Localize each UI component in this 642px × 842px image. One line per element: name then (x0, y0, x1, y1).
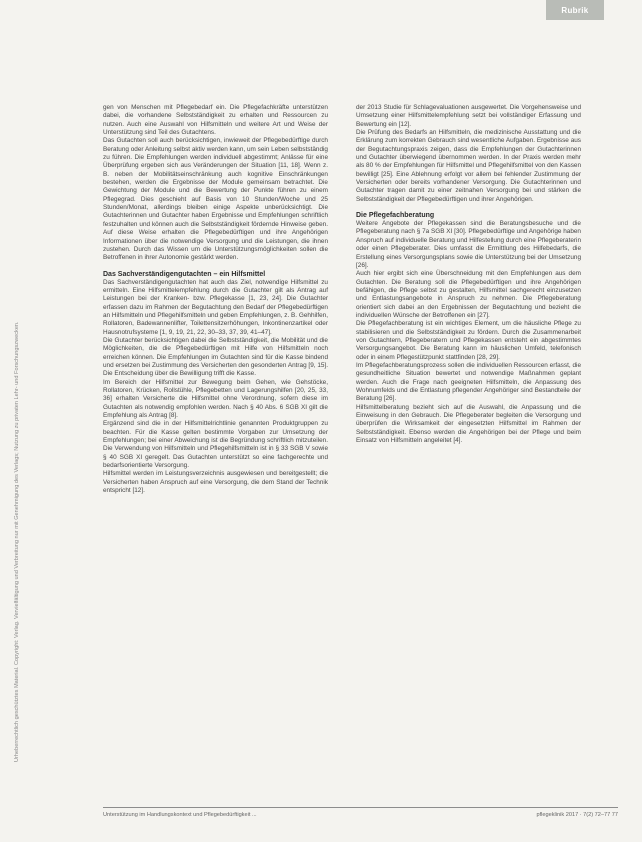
copyright-side-note: Urheberrechtlich geschütztes Material. Copyright: Verlag. Vervielfältigung und Verbreitung nur mit Genehmigung des Verlags; Nutzung zu privaten Lehr- und Forschungszwecken. (14, 321, 20, 762)
paragraph: gen von Menschen mit Pflegebedarf ein. Die Pflegefachkräfte unterstützen dabei, die vorhandene Selbstständigkeit zu erhalten und Ressourcen zu nutzen. Auch eine Auswahl von Hilfsmitteln und weitere Art und Weise der Unterstützung sind Teil des Gutachtens. (103, 104, 328, 137)
paragraph: Hilfsmittel werden im Leistungsverzeichnis ausgewiesen und bereitgestellt; die Versicherten haben Anspruch auf eine Versorgung, die dem Stand der Technik entspricht [12]. (103, 470, 328, 495)
paragraph: Auch hier ergibt sich eine Überschneidung mit den Empfehlungen aus dem Gutachten. Die Beratung soll die Pflegebedürftigen und ihre Angehörigen befähigen, die Pflege selbst zu gestalten, Hilfsmittel sachgerecht einzusetzen und Entlastungsangebote in Anspruch zu nehmen. Die Pflegeberatung orientiert sich dabei an den Ergebnissen der Begutachtung und bezieht die individuellen Wünsche der Betroffenen ein [27]. (356, 270, 581, 319)
paragraph: Im Bereich der Hilfsmittel zur Bewegung beim Gehen, wie Gehstöcke, Rollatoren, Krücken, Rollstühle, Pflegebetten und Lagerungshilfen [20, 25, 33, 36] erhalten Versicherte die Hilfsmittel ohne Verordnung, sofern diese im Gutachten als notwendig empfohlen werden. Nach § 40 Abs. 6 SGB XI gilt die Empfehlung als Antrag [8]. (103, 378, 328, 420)
paragraph: Im Pflegefachberatungsprozess sollen die individuellen Ressourcen erfasst, die gesundheitliche Situation bewertet und notwendige Maßnahmen geplant werden. Auch die Frage nach geeigneten Hilfsmitteln, die Anpassung des Wohnumfelds und die Entlastung pflegender Angehöriger sind Bestandteile der Beratung [26]. (356, 361, 581, 403)
footer-page-info: pflegeklinik 2017 · 7(2) 72–77 77 (536, 812, 618, 818)
footer-running-title: Unterstützung im Handlungskontext und Pflegebedürftigkeit ... (103, 812, 257, 818)
section-tab: Rubrik (546, 0, 604, 20)
section-heading: Das Sachverständigengutachten – ein Hilfsmittel (103, 270, 266, 278)
section-heading: Die Pflegefachberatung (356, 212, 435, 220)
paragraph: Hilfsmittelberatung bezieht sich auf die Auswahl, die Anpassung und die Einweisung in den Gebrauch. Die Pflegeberater begleiten die Versorgung und überprüfen die Wirksamkeit der eingesetzten Hilfsmittel im Rahmen der Selbstständigkeit. Ebenso werden die Angehörigen bei der Pflege und beim Einsatz von Hilfsmitteln angeleitet [4]. (356, 403, 581, 445)
paragraph: Das Gutachten soll auch berücksichtigen, inwieweit der Pflegebedürftige durch Beratung oder Anleitung selbst aktiv werden kann, um sein Leben selbstständig zu führen. Die Empfehlungen werden individuell abgestimmt; Anlässe für eine Überprüfung ergeben sich aus Veränderungen der Situation [11, 18]. Wenn z. B. neben der Mobilitätseinschränkung auch kognitive Einschränkungen bestehen, werden die Ergebnisse der Module gemeinsam betrachtet. Die Gewichtung der Module und die Bewertung der Punkte führen zu einem Pflegegrad. Dies geschieht auf Basis von 10 Stunden/Woche und 25 Stunden/Monat, allerdings bleiben einige Aspekte unberücksichtigt. Die Gutachterinnen und Gutachter haben Ergebnisse und Empfehlungen schriftlich festzuhalten und können auch die Selbstständigkeit fördernde Hinweise geben. Auf diese Weise erhalten die Pflegebedürftigen und ihre Angehörigen Informationen über die notwendige Versorgung und die Leistungen, die ihnen zustehen. Durch das Wissen um die Unterstützungsmöglichkeiten sollen die Betroffenen in ihrer Autonomie gestärkt werden. (103, 137, 328, 262)
paragraph: Die Prüfung des Bedarfs an Hilfsmitteln, die medizinische Ausstattung und die Erklärung zum korrekten Gebrauch sind wesentliche Aufgaben. Ergebnisse aus der Begutachtungspraxis zeigen, dass die Empfehlungen der Gutachterinnen und Gutachter überwiegend übernommen werden. In der Praxis werden mehr als 80 % der Empfehlungen für Hilfsmittel und Pflegehilfsmittel von den Kassen bewilligt [25]. Eine Ablehnung erfolgt vor allem bei fehlender Zustimmung der Versicherten oder bereits vorhandener Versorgung. Die Gutachterinnen und Gutachter tragen damit zu einer zeitnahen Versorgung bei und stärken die Selbstständigkeit der Pflegebedürftigen und ihrer Angehörigen. (356, 129, 581, 203)
paragraph: Das Sachverständigengutachten hat auch das Ziel, notwendige Hilfsmittel zu ermitteln. Eine Hilfsmittelempfehlung durch die Gutachter gilt als Antrag auf Leistungen bei der Kranken- bzw. Pflegekasse [1, 23, 24]. Die Gutachter erfassen dazu im Rahmen der Begutachtung den Bedarf der Pflegebedürftigen an Hilfsmitteln und Pflegehilfsmitteln und geben Empfehlungen, z. B. Gehhilfen, Rollatoren, Badewannenlifter, Toilettensitzerhöhungen, Inkontinenzartikel oder Hausnotrufsysteme [1, 9, 19, 21, 22, 30–33, 37, 39, 41–47]. (103, 278, 328, 336)
paragraph: Die Pflegefachberatung ist ein wichtiges Element, um die häusliche Pflege zu stabilisieren und die Selbstständigkeit zu fördern. Durch die Zusammenarbeit von Gutachtern, Pflegeberatern und Pflegekassen entsteht ein abgestimmtes Versorgungsangebot. Die Beratung kann im häuslichen Umfeld, telefonisch oder in einem Pflegestützpunkt stattfinden [28, 29]. (356, 320, 581, 361)
paragraph: Die Gutachter berücksichtigen dabei die Selbstständigkeit, die Mobilität und die Möglichkeiten, die die Pflegebedürftigen mit Hilfe von Hilfsmitteln noch erreichen können. Die Empfehlungen im Gutachten sind für die Kasse bindend und ersetzen bei Zustimmung des Versicherten den gesonderten Antrag [9, 15]. Die Entscheidung über die Bewilligung trifft die Kasse. (103, 336, 328, 378)
paragraph: Weitere Angebote der Pflegekassen sind die Beratungsbesuche und die Pflegeberatung nach § 7a SGB XI [30]. Pflegebedürftige und Angehörige haben Anspruch auf individuelle Beratung und Hilfestellung durch eine Pflegeberaterin oder einen Pflegeberater. Dies umfasst die Ermittlung des Hilfebedarfs, die Erstellung eines Versorgungsplans sowie die Unterstützung bei der Umsetzung [26]. (356, 220, 581, 269)
left-column (103, 104, 328, 495)
paragraph: Ergänzend sind die in der Hilfsmittelrichtlinie genannten Produktgruppen zu beachten. Für die Kasse gelten bestimmte Vorgaben zur Umsetzung der Empfehlungen; bei einer Abweichung ist die Begründung schriftlich mitzuteilen. Die Verwendung von Hilfsmitteln und Pflegehilfsmitteln ist in § 33 SGB V sowie § 40 SGB XI geregelt. Das Gutachten unterstützt so eine fachgerechte und bedarfsorientierte Versorgung. (103, 420, 328, 470)
paragraph: der 2013 Studie für Schlagevaluationen ausgewertet. Die Vorgehensweise und Umsetzung einer Hilfsmittelempfehlung setzt bei vollständiger Erfassung und Bewertung ein [12]. (356, 104, 581, 128)
footer-divider (103, 807, 618, 808)
right-column (356, 104, 581, 445)
